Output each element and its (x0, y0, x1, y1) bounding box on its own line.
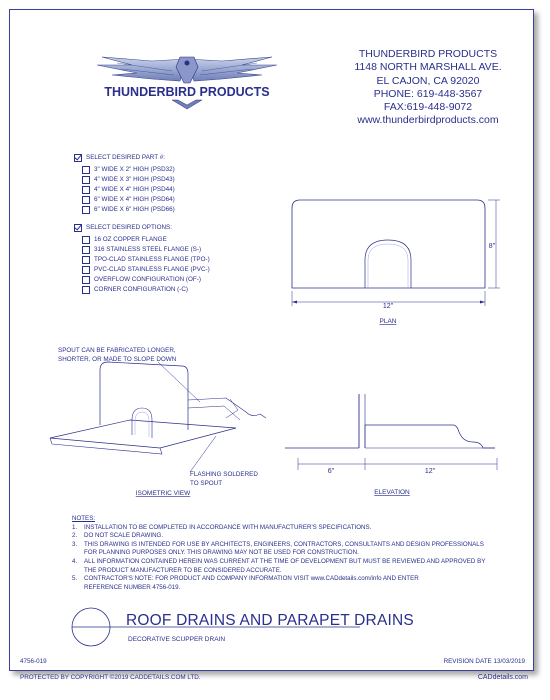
note-number: 4. (72, 557, 78, 565)
part-checkbox[interactable] (82, 196, 90, 204)
note-number (72, 584, 84, 593)
plan-view (280, 188, 500, 328)
option-label: CORNER CONFIGURATION (-C) (94, 286, 188, 293)
option-label: 16 OZ COPPER FLANGE (94, 236, 167, 243)
note-row (72, 541, 512, 550)
part-heading-checkbox[interactable] (74, 154, 82, 162)
caddetails-brand[interactable]: CADdetails.com (477, 674, 528, 681)
part-checkbox[interactable] (82, 166, 90, 174)
option-checkbox[interactable] (82, 236, 90, 244)
note-row (72, 532, 512, 541)
option-label: OVERFLOW CONFIGURATION (OF-) (94, 276, 201, 283)
note-text: THE PRODUCT MANUFACTURER TO BE CONSIDERED ACCURATE. (84, 566, 282, 574)
option-label: PVC-CLAD STAINLESS FLANGE (PVC-) (94, 266, 210, 273)
thunderbird-logo (92, 53, 282, 115)
isometric-caption: ISOMETRIC VIEW (135, 490, 191, 497)
note-spout-line1: SPOUT CAN BE FABRICATED LONGER, (58, 347, 176, 354)
note-text: FOR PLANNING PURPOSES ONLY. THIS DRAWING MAY NOT BE USED FOR CONSTRUCTION. (84, 549, 359, 557)
note-number: 5. (72, 575, 78, 583)
note-number: 2. (72, 532, 78, 540)
elevation-view (285, 388, 510, 498)
company-website[interactable]: www.thunderbirdproducts.com (357, 114, 499, 127)
option-heading-checkbox[interactable] (74, 224, 82, 232)
plan-dim-width: 12" (382, 303, 394, 310)
option-label: 316 STAINLESS STEEL FLANGE (S-) (94, 246, 202, 253)
reference-number: 4756-019 (20, 658, 47, 665)
drawing-title: ROOF DRAINS AND PARAPET DRAINS (126, 612, 414, 629)
note-number: 3. (72, 540, 78, 548)
part-selection-list (74, 153, 175, 215)
company-address-line1: 1148 NORTH MARSHALL AVE. (354, 61, 502, 74)
note-row (72, 524, 512, 533)
part-checkbox[interactable] (82, 206, 90, 214)
part-checkbox[interactable] (82, 186, 90, 194)
elevation-caption: ELEVATION (374, 489, 410, 496)
plan-dim-height: 8" (488, 243, 496, 250)
note-text: REFERENCE NUMBER 4756-019. (84, 583, 181, 591)
note-text: ALL INFORMATION CONTAINED HEREIN WAS CURRENT AT THE TIME OF DEVELOPMENT BUT MUST BE REVIEWED AND APPROVED BY (84, 557, 486, 565)
part-option-label: 6" WIDE X 4" HIGH (PSD64) (94, 196, 175, 203)
note-row (72, 567, 512, 576)
option-label: TPO-CLAD STAINLESS FLANGE (TPO-) (94, 256, 210, 263)
company-address-line2: EL CAJON, CA 92020 (376, 74, 480, 87)
note-row (72, 549, 512, 558)
revision-date: REVISION DATE 13/03/2019 (443, 658, 525, 665)
company-name: THUNDERBIRD PRODUCTS (358, 48, 498, 60)
part-option-label: 6" WIDE X 6" HIGH (PSD66) (94, 206, 175, 213)
company-phone: PHONE: 619-448-3567 (373, 87, 483, 100)
elevation-dim-left: 6" (327, 468, 335, 475)
note-number (72, 549, 84, 558)
notes-block (72, 515, 512, 592)
note-number (72, 567, 84, 576)
company-fax: FAX:619-448-9072 (383, 101, 473, 114)
note-text: THIS DRAWING IS INTENDED FOR USE BY ARCHITECTS, ENGINEERS, CONTRACTORS, CONSULTANTS AND DESIGN PROFESSIONALS (84, 540, 484, 548)
part-checkbox[interactable] (82, 176, 90, 184)
note-flashing-line2: TO SPOUT (190, 480, 223, 487)
option-checkbox[interactable] (82, 276, 90, 284)
part-option-label: 4" WIDE X 4" HIGH (PSD44) (94, 186, 175, 193)
isometric-view (40, 340, 290, 500)
part-option-label: 4" WIDE X 3" HIGH (PSD43) (94, 176, 175, 183)
drawing-subtitle: DECORATIVE SCUPPER DRAIN (128, 636, 226, 643)
note-number: 1. (72, 523, 78, 531)
part-option-label: 3" WIDE X 2" HIGH (PSD32) (94, 166, 175, 173)
elevation-dim-right: 12" (424, 468, 436, 475)
option-checkbox[interactable] (82, 266, 90, 274)
option-selection-list (74, 223, 210, 295)
option-checkbox[interactable] (82, 256, 90, 264)
note-text: INSTALLATION TO BE COMPLETED IN ACCORDANCE WITH MANUFACTURER'S SPECIFICATIONS. (84, 523, 372, 531)
note-row (72, 575, 512, 584)
option-selection-heading: SELECT DESIRED OPTIONS: (86, 224, 172, 231)
logo-wordmark: THUNDERBIRD PRODUCTS (104, 85, 270, 99)
note-text: CONTRACTOR'S NOTE: FOR PRODUCT AND COMPANY INFORMATION VISIT www.CADdetails.com/info AND ENTER (84, 575, 419, 583)
note-text: DO NOT SCALE DRAWING. (84, 532, 164, 540)
note-row (72, 584, 512, 593)
drawing-sheet (9, 9, 534, 671)
copyright-notice: PROTECTED BY COPYRIGHT ©2019 CADDETAILS.COM LTD. (20, 674, 201, 681)
notes-heading: NOTES: (72, 515, 96, 522)
plan-caption: PLAN (379, 318, 397, 325)
option-checkbox[interactable] (82, 286, 90, 294)
note-spout-line2: SHORTER, OR MADE TO SLOPE DOWN (58, 356, 177, 363)
note-row (72, 558, 512, 567)
part-selection-heading: SELECT DESIRED PART #: (86, 154, 165, 161)
option-checkbox[interactable] (82, 246, 90, 254)
company-info (328, 48, 528, 128)
note-flashing-line1: FLASHING SOLDERED (190, 471, 258, 478)
